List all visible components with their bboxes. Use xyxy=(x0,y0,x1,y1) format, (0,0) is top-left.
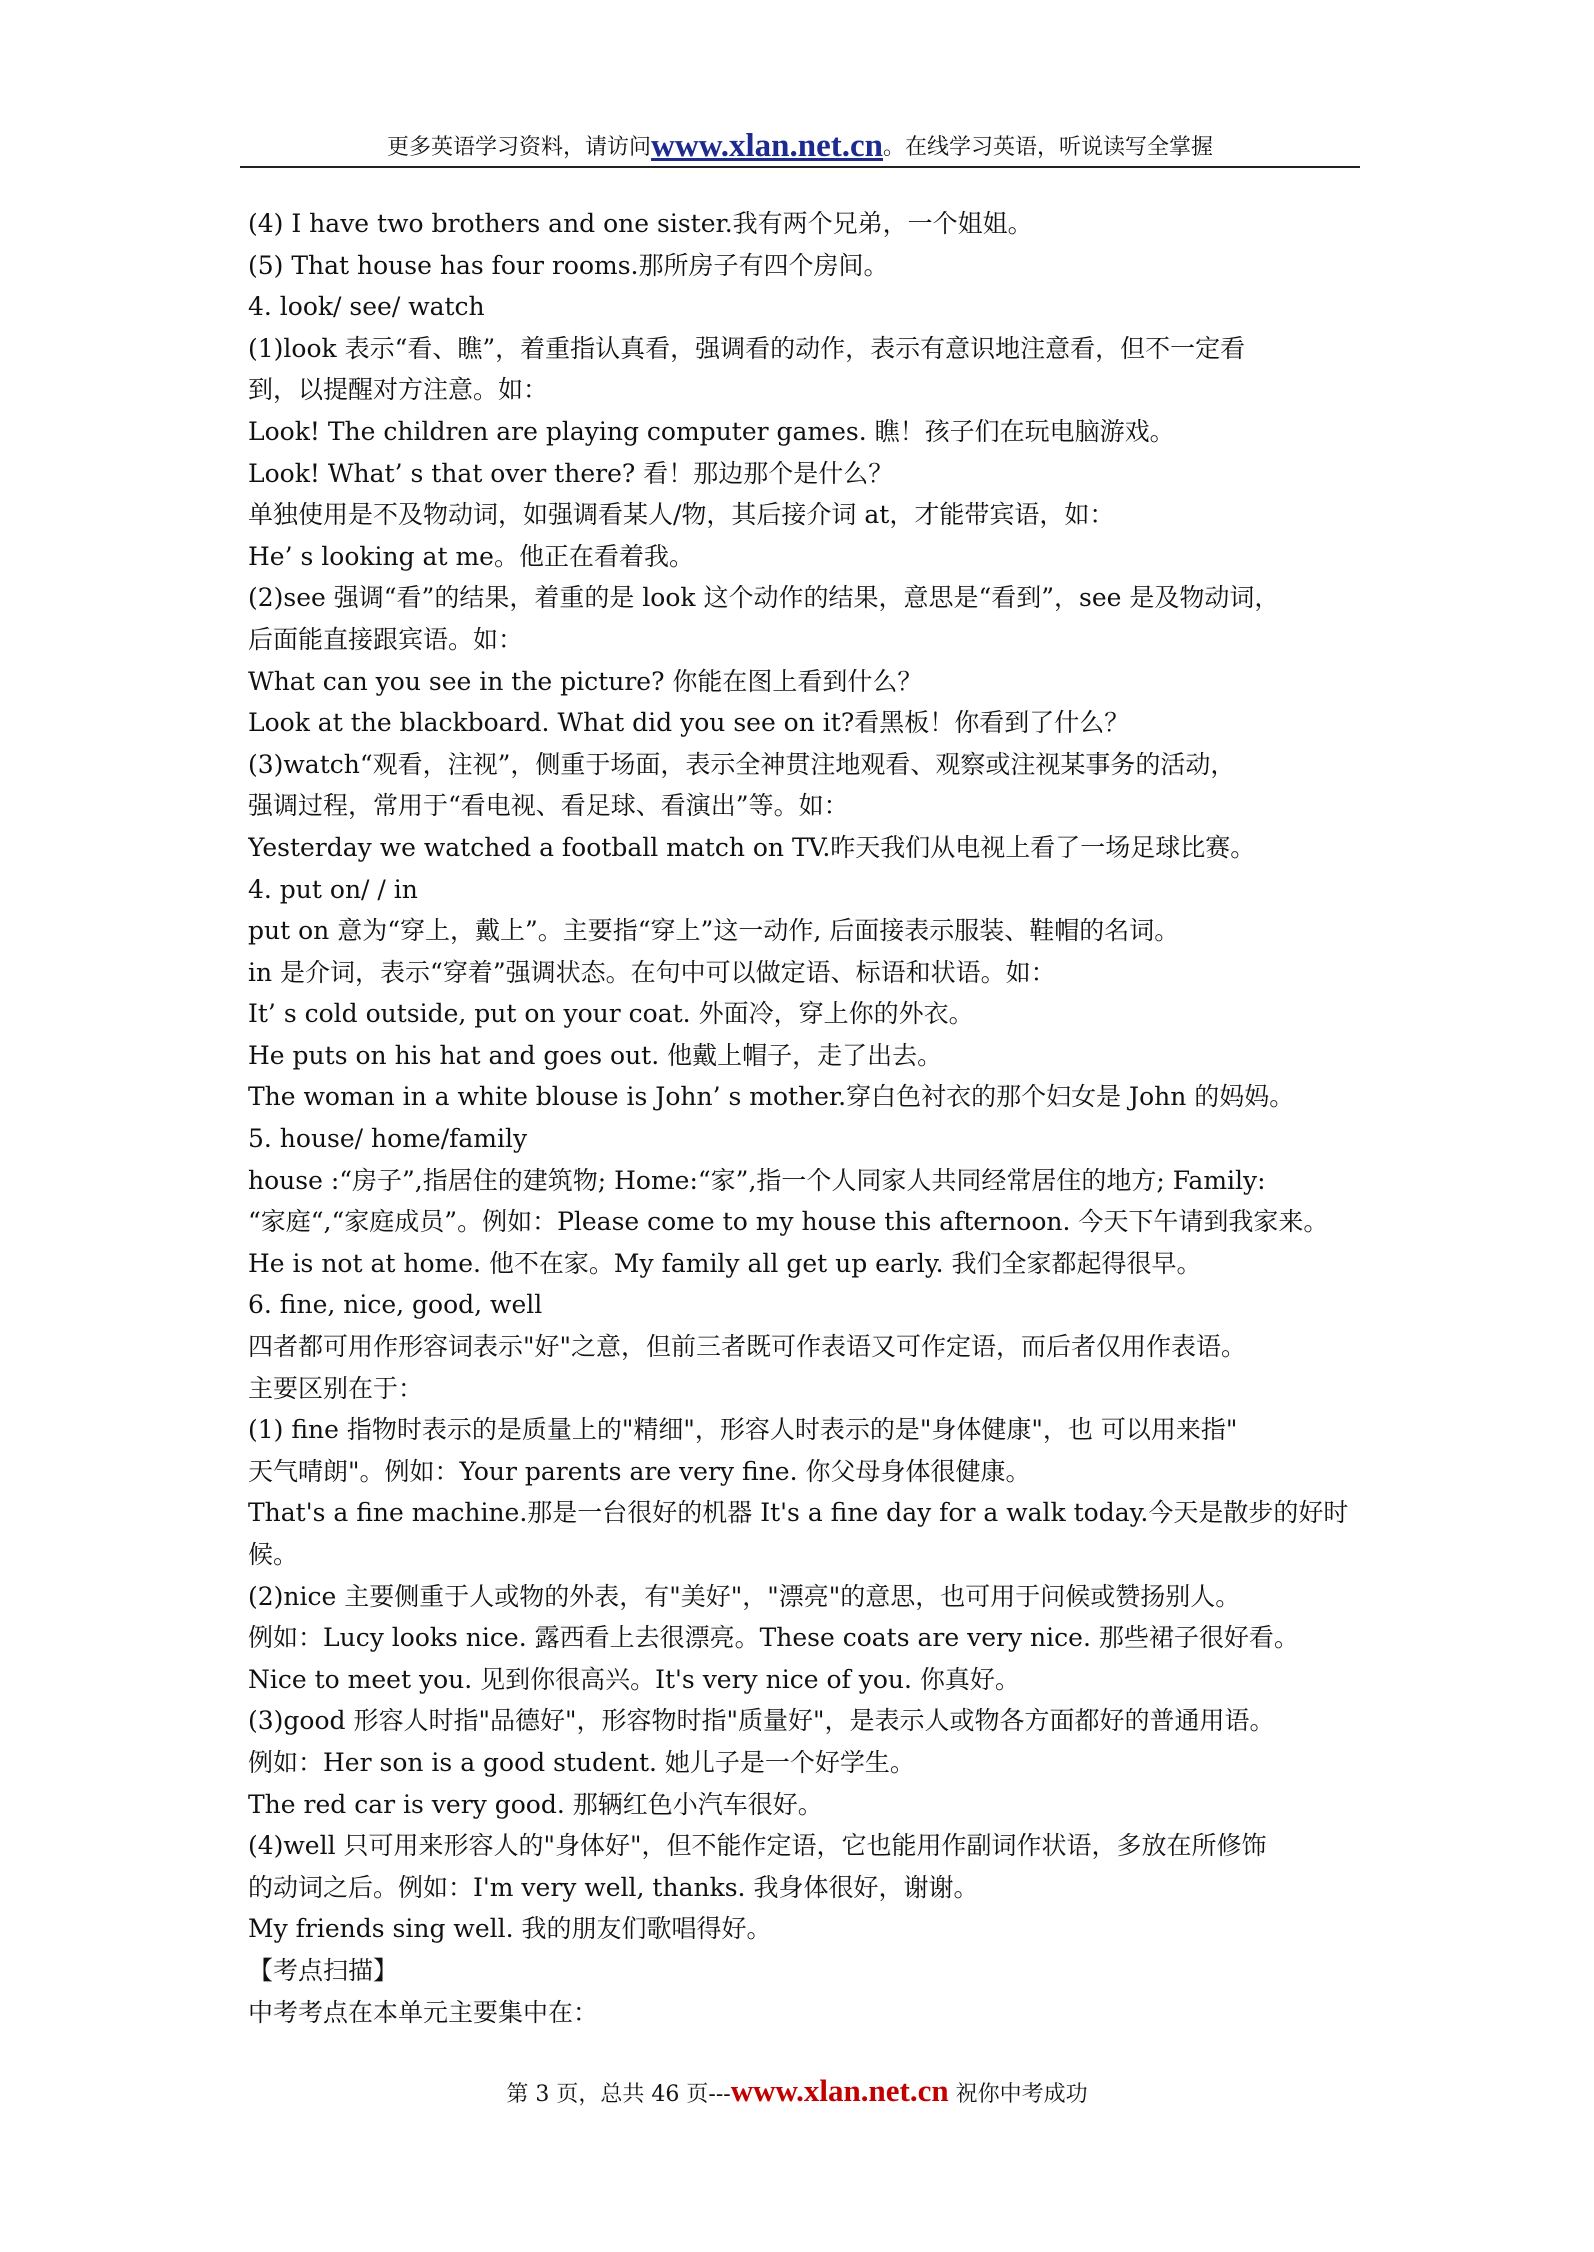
text-line: in 是介词，表示“穿着”强调状态。在句中可以做定语、标语和状语。如： xyxy=(248,957,1056,987)
text-line: 4. put on/ / in xyxy=(248,874,418,904)
text-line: What can you see in the picture? 你能在图上看到什么？ xyxy=(248,666,923,696)
text-line: 【考点扫描】 xyxy=(248,1955,399,1985)
text-line: 6. fine, nice, good, well xyxy=(248,1290,543,1320)
page-footer xyxy=(0,2073,1594,2109)
header-site-link[interactable]: www.xlan.net.cn xyxy=(651,128,883,164)
text-line: (2)nice 主要侧重于人或物的外表，有"美好"，"漂亮"的意思，也可用于问候或赞扬别人。 xyxy=(248,1581,1241,1611)
text-line: (1)look 表示“看、瞧”，着重指认真看，强调看的动作，表示有意识地注意看，但不一定看 xyxy=(248,333,1246,363)
text-line: Look! What’ s that over there? 看！那边那个是什么？ xyxy=(248,458,894,488)
text-line: Look at the blackboard. What did you see on it?看黑板！你看到了什么？ xyxy=(248,708,1130,738)
text-line: (1) fine 指物时表示的是质量上的"精细"，形容人时表示的是"身体健康"，也 可以用来指" xyxy=(248,1415,1238,1445)
footer-site-link[interactable]: www.xlan.net.cn xyxy=(730,2073,949,2108)
text-line: My friends sing well. 我的朋友们歌唱得好。 xyxy=(248,1914,772,1944)
text-line: 的动词之后。例如：I'm very well, thanks. 我身体很好，谢谢。 xyxy=(248,1872,979,1902)
text-line: (2)see 强调“看”的结果，着重的是 look 这个动作的结果，意思是“看到”，see 是及物动词， xyxy=(248,583,1280,613)
text-line: 四者都可用作形容词表示"好"之意，但前三者既可作表语又可作定语，而后者仅用作表语。 xyxy=(248,1332,1247,1362)
text-line: He puts on his hat and goes out. 他戴上帽子，走了出去。 xyxy=(248,1040,943,1070)
text-line: He’ s looking at me。他正在看着我。 xyxy=(248,541,694,571)
text-line: 4. look/ see/ watch xyxy=(248,292,485,322)
text-line: 主要区别在于： xyxy=(248,1373,424,1403)
text-line: Nice to meet you. 见到你很高兴。It's very nice of you. 你真好。 xyxy=(248,1664,1020,1694)
text-line: It’ s cold outside, put on your coat. 外面冷，穿上你的外衣。 xyxy=(248,999,974,1029)
text-line: “家庭“,“家庭成员”。例如：Please come to my house this afternoon. 今天下午请到我家来。 xyxy=(248,1207,1329,1237)
text-line: 后面能直接跟宾语。如： xyxy=(248,624,524,654)
text-line: 例如：Lucy looks nice. 露西看上去很漂亮。These coats are very nice. 那些裙子很好看。 xyxy=(248,1623,1299,1653)
text-line: The red car is very good. 那辆红色小汽车很好。 xyxy=(248,1789,823,1819)
text-line: That's a fine machine.那是一台很好的机器 It's a fine day for a walk today.今天是散步的好时 xyxy=(248,1498,1349,1528)
text-line: 候。 xyxy=(248,1540,299,1569)
text-line: 例如：Her son is a good student. 她儿子是一个好学生。 xyxy=(248,1747,915,1777)
text-line: 单独使用是不及物动词，如强调看某人/物，其后接介词 at，才能带宾语，如： xyxy=(248,500,1115,530)
footer-page-info: 第 3 页，总共 46 页--- xyxy=(506,2082,731,2107)
page-header xyxy=(240,125,1360,167)
text-line: (4)well 只可用来形容人的"身体好"，但不能作定语，它也能用作副词作状语，多放在所修饰 xyxy=(248,1831,1267,1861)
text-line: 中考考点在本单元主要集中在： xyxy=(248,1997,599,2027)
text-line: 到，以提醒对方注意。如： xyxy=(248,375,549,405)
text-line: put on 意为“穿上，戴上”。主要指“穿上”这一动作, 后面接表示服装、鞋帽的名词。 xyxy=(248,916,1180,946)
text-line: 天气晴朗"。例如：Your parents are very fine. 你父母身体很健康。 xyxy=(248,1456,1031,1486)
footer-slogan: 祝你中考成功 xyxy=(948,2082,1088,2107)
text-line: 5. house/ home/family xyxy=(248,1124,528,1154)
header-prefix: 更多英语学习资料，请访问 xyxy=(387,135,652,160)
header-suffix: 。在线学习英语，听说读写全掌握 xyxy=(882,135,1213,160)
document-body xyxy=(248,203,1360,2033)
header-divider xyxy=(240,166,1360,168)
text-line: 强调过程，常用于“看电视、看足球、看演出”等。如： xyxy=(248,791,849,821)
text-line: The woman in a white blouse is John’ s mother.穿白色衬衣的那个妇女是 John 的妈妈。 xyxy=(248,1082,1295,1112)
text-line: (3)watch“观看，注视”，侧重于场面，表示全神贯注地观看、观察或注视某事务的活动， xyxy=(248,749,1236,779)
text-line: (5) That house has four rooms.那所房子有四个房间。 xyxy=(248,250,889,280)
text-line: (4) I have two brothers and one sister.我有两个兄弟，一个姐姐。 xyxy=(248,209,1033,238)
text-line: He is not at home. 他不在家。My family all get up early. 我们全家都起得很早。 xyxy=(248,1248,1202,1278)
text-line: house :“房子”,指居住的建筑物; Home:“家”,指一个人同家人共同经常居住的地方; Family: xyxy=(248,1165,1266,1195)
text-line: Yesterday we watched a football match on TV.昨天我们从电视上看了一场足球比赛。 xyxy=(248,832,1256,862)
text-line: (3)good 形容人时指"品德好"，形容物时指"质量好"，是表示人或物各方面都好的普通用语。 xyxy=(248,1706,1275,1736)
text-line: Look! The children are playing computer games. 瞧！孩子们在玩电脑游戏。 xyxy=(248,416,1175,446)
